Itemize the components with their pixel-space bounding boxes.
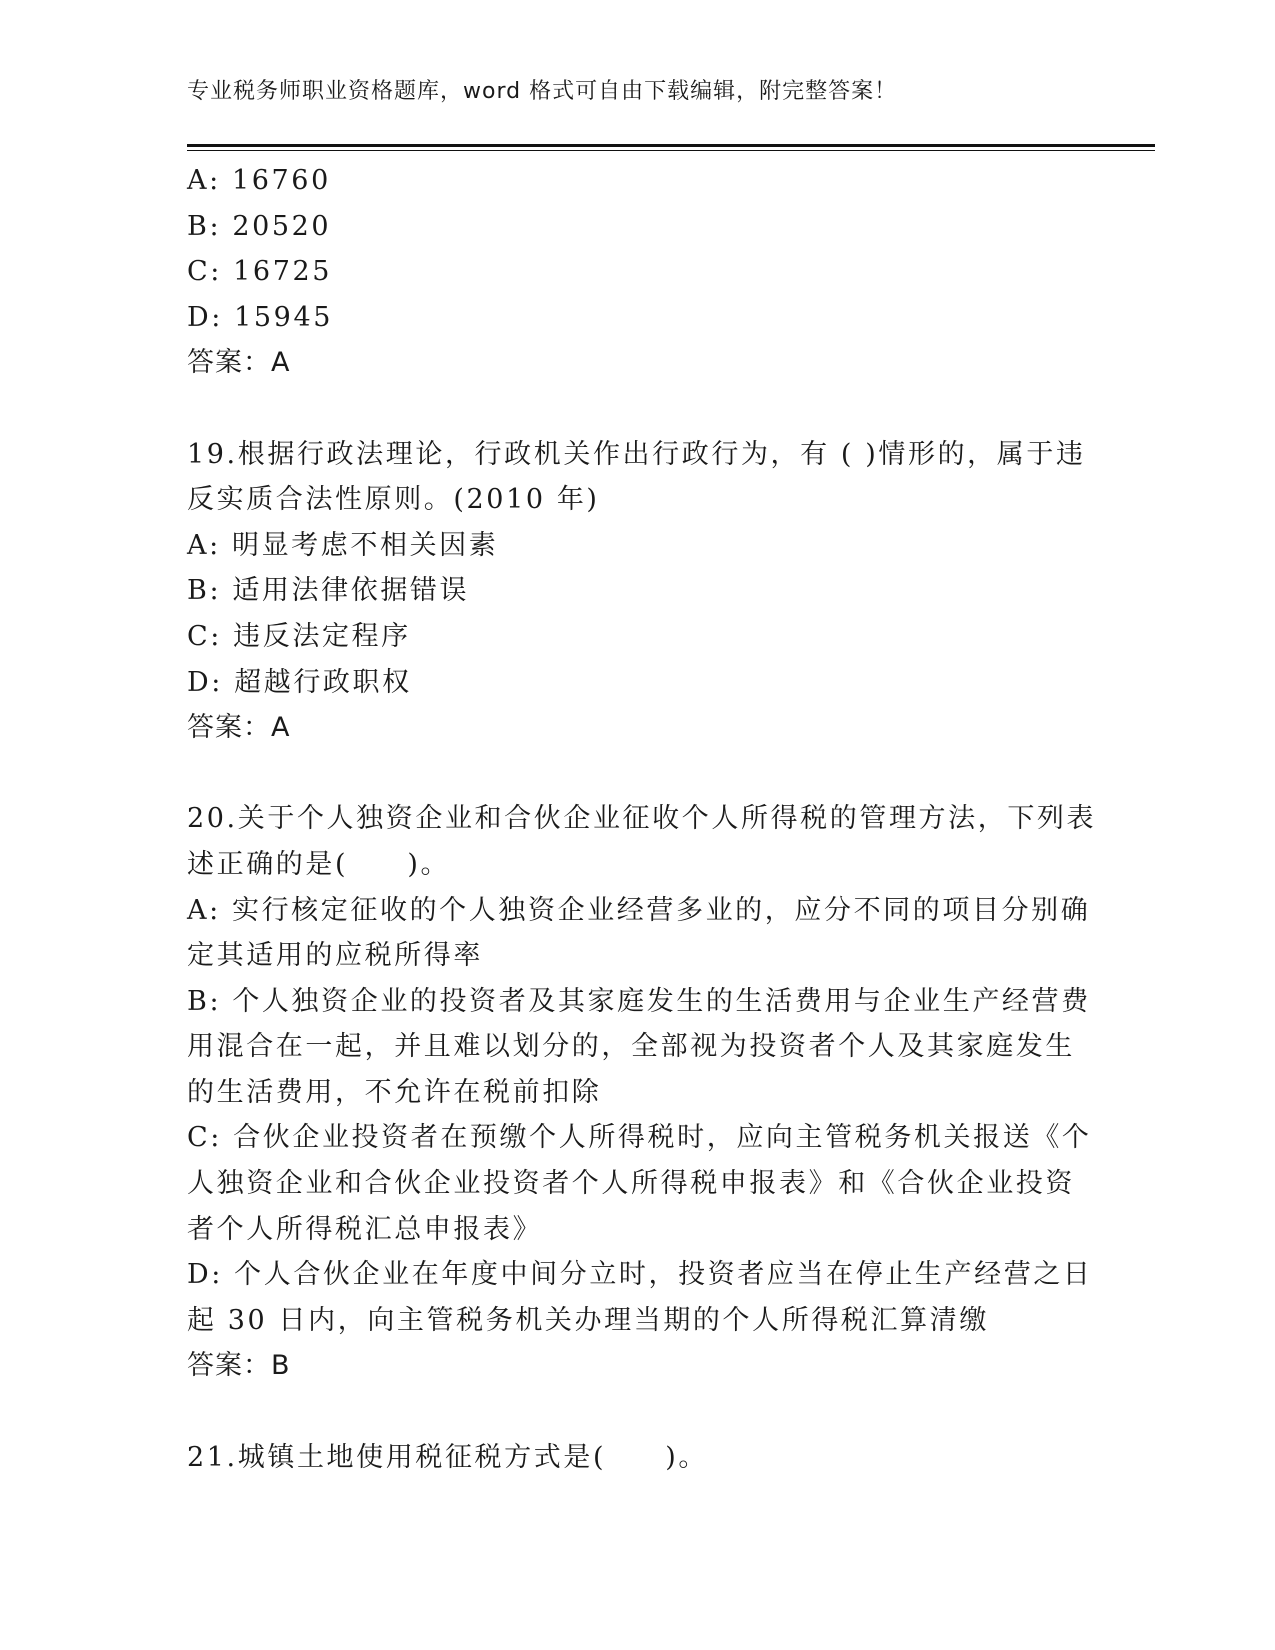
document-body [187, 158, 1097, 1480]
q20-option-a-line2: 定其适用的应税所得率 [187, 940, 483, 972]
q20-option-b-line2: 用混合在一起，并且难以划分的，全部视为投资者个人及其家庭发生 [187, 1031, 1075, 1063]
q20-option-d-line2: 起 30 日内，向主管税务机关办理当期的个人所得税汇算清缴 [187, 1304, 989, 1336]
q19-option-d: D: 超越行政职权 [187, 666, 412, 698]
q18-option-d: D: 15945 [187, 301, 334, 333]
page-header: 专业税务师职业资格题库，word 格式可自由下载编辑，附完整答案！ [187, 79, 898, 104]
q20-option-b-line1: B: 个人独资企业的投资者及其家庭发生的生活费用与企业生产经营费 [187, 985, 1091, 1017]
spacer [187, 386, 1087, 432]
q20-option-c-line3: 者个人所得税汇总申报表》 [187, 1213, 543, 1245]
spacer [187, 751, 1087, 797]
header-divider-thin [187, 150, 1155, 151]
q18-option-a: A: 16760 [187, 165, 331, 196]
q20-option-b-line3: 的生活费用，不允许在税前扣除 [187, 1076, 602, 1108]
q19-option-b: B: 适用法律依据错误 [187, 575, 470, 607]
q20-stem-line2: 述正确的是( )。 [187, 848, 451, 880]
q20-option-c-line1: C: 合伙企业投资者在预缴个人所得税时，应向主管税务机关报送《个 [187, 1122, 1092, 1154]
q19-option-a: A: 明显考虑不相关因素 [187, 529, 499, 561]
q21-stem-line1: 21.城镇土地使用税征税方式是( )。 [187, 1441, 709, 1473]
q19-stem-line2: 反实质合法性原则。(2010 年) [187, 484, 600, 516]
spacer [187, 1389, 1087, 1435]
q19-answer: 答案：A [187, 712, 291, 744]
q20-option-d-line1: D: 个人合伙企业在年度中间分立时，投资者应当在停止生产经营之日 [187, 1259, 1093, 1291]
q18-answer: 答案：A [187, 347, 291, 379]
q19-option-c: C: 违反法定程序 [187, 620, 411, 652]
q20-option-c-line2: 人独资企业和合伙企业投资者个人所得税申报表》和《合伙企业投资 [187, 1168, 1075, 1200]
header-divider-thick [187, 144, 1155, 147]
q19-stem-line1: 19.根据行政法理论，行政机关作出行政行为，有 ( )情形的，属于违 [187, 438, 1086, 470]
q20-option-a-line1: A: 实行核定征收的个人独资企业经营多业的，应分不同的项目分别确 [187, 894, 1091, 926]
q20-answer: 答案：B [187, 1350, 291, 1382]
q20-stem-line1: 20.关于个人独资企业和合伙企业征收个人所得税的管理方法，下列表 [187, 803, 1097, 835]
q18-option-b: B: 20520 [187, 210, 332, 242]
q18-option-c: C: 16725 [187, 256, 333, 288]
